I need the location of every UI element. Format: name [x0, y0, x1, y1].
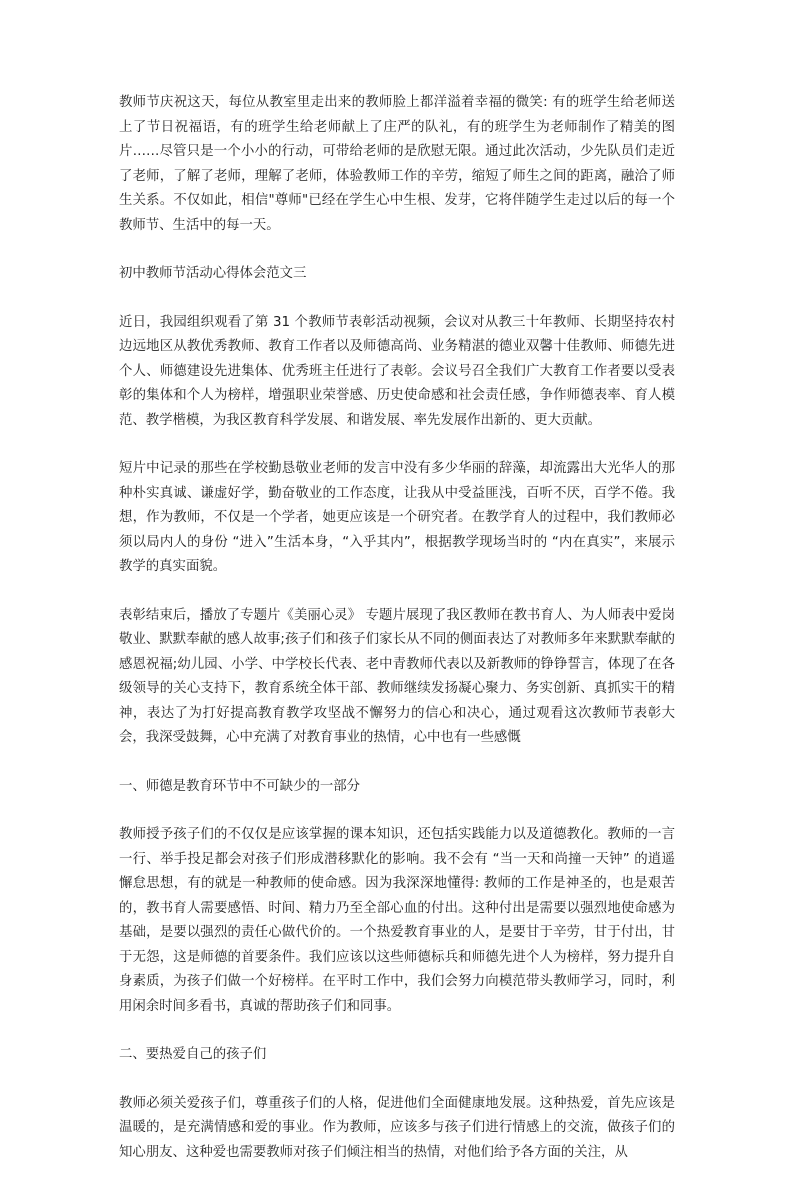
section-heading-1: 一、师德是教育环节中不可缺少的一部分: [119, 778, 361, 794]
paragraph-2: 近日，我园组织观看了第 31 个教师节表彰活动视频，会议对从教三十年教师、长期坚持农村边远地区从教优秀教师、教育工作者以及师德高尚、业务精湛的德业双馨十佳教师、师德先进个人、师德建设先进集体、优秀班主任进行了表彰。会议号召全我们广大教育工作者要以受表彰的集体和个人为榜样，增强职业荣誉感、历史使命感和社会责任感，争作师德表率、育人模范、教学楷模，为我区教育科学发展、和谐发展、率先发展作出新的、更大贡献。: [119, 314, 675, 428]
paragraph-1: 教师节庆祝这天，每位从教室里走出来的教师脸上都洋溢着幸福的微笑: 有的班学生给老师送上了节日祝福语，有的班学生给老师献上了庄严的队礼，有的班学生为老师制作了精美的图片……尽管只是一个小小的行动，可带给老师的是欣慰无限。通过此次活动，少先队员们走近了老师，了解了老师，理解了老师，体验教师工作的辛劳，缩短了师生之间的距离，融洽了师生关系。不仅如此，相信"尊师"已经在学生心中生根、发芽，它将伴随学生走过以后的每一个教师节、生活中的每一天。: [119, 95, 675, 233]
paragraph-3: 短片中记录的那些在学校勤恳敬业老师的发言中没有多少华丽的辞藻，却流露出大光华人的那种朴实真诚、谦虚好学，勤奋敬业的工作态度，让我从中受益匪浅，百听不厌，百学不倦。我想，作为教师，不仅是一个学者，她更应该是一个研究者。在教学育人的过程中，我们教师必须以局内人的身份 “进入”生活本身，“入乎其内”，根据教学现场当时的 “内在真实”，来展示教学的真实面貌。: [119, 461, 675, 574]
paragraph-5: 教师授予孩子们的不仅仅是应该掌握的课本知识，还包括实践能力以及道德教化。教师的一言一行、举手投足都会对孩子们形成潜移默化的影响。我不会有 “当一天和尚撞一天钟” 的逍遥懈怠思想，有的就是一种教师的使命感。因为我深深地懂得: 教师的工作是神圣的，也是艰苦的，教书育人需要感悟、时间、精力乃至全部心血的付出。这种付出是需要以强烈地使命感为基础，是要以强烈的责任心做代价的。一个热爱教育事业的人，是要甘于辛劳，甘于付出，甘于无怨，这是师德的首要条件。我们应该以这些师德标兵和师德先进个人为榜样，努力提升自身素质，为孩子们做一个好榜样。在平时工作中，我们会努力向模范带头教师学习，同时，利用闲余时间多看书，真诚的帮助孩子们和同事。: [119, 827, 675, 1014]
paragraph-4: 表彰结束后，播放了专题片《美丽心灵》 专题片展现了我区教师在教书育人、为人师表中爱岗敬业、默默奉献的感人故事;孩子们和孩子们家长从不同的侧面表达了对教师多年来默默奉献的感恩祝福;幼儿园、小学、中学校长代表、老中青教师代表以及新教师的铮铮誓言，体现了在各级领导的关心支持下，教育系统全体干部、教师继续发扬凝心聚力、务实创新、真抓实干的精神，表达了为打好提高教育教学攻坚战不懈努力的信心和决心，通过观看这次教师节表彰大会，我深受鼓舞，心中充满了对教育事业的热情，心中也有一些感慨: [119, 607, 675, 745]
paragraph-6: 教师必须关爱孩子们，尊重孩子们的人格，促进他们全面健康地发展。这种热爱，首先应该是温暖的，是充满情感和爱的事业。作为教师，应该多与孩子们进行情感上的交流，做孩子们的知心朋友、这种爱也需要教师对孩子们倾注相当的热情，对他们给予各方面的关注，从: [119, 1095, 675, 1160]
section-title-fanwen-3: 初中教师节活动心得体会范文三: [119, 266, 307, 281]
section-heading-2: 二、要热爱自己的孩子们: [119, 1047, 267, 1062]
document-page: [119, 91, 675, 1189]
